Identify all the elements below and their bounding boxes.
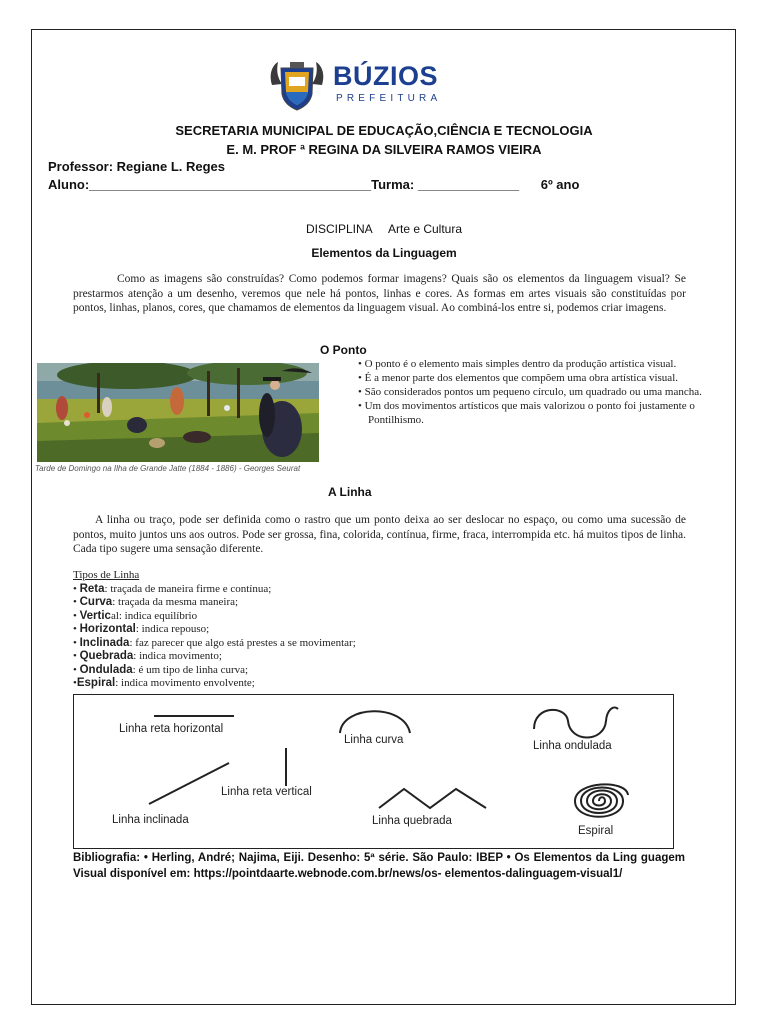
label-inclinada: Linha inclinada [112, 814, 189, 826]
label-vertical: Linha reta vertical [221, 786, 312, 798]
header-line-1: SECRETARIA MUNICIPAL DE EDUCAÇÃO,CIÊNCIA E TECNOLOGIA [175, 123, 593, 138]
discipline-line: DISCIPLINA Arte e Cultura [305, 222, 463, 236]
spiral-shape [575, 784, 628, 816]
tipo-item: • Vertical: indica equilíbrio [73, 609, 198, 622]
line-types-diagram [73, 694, 674, 849]
seurat-painting-image [37, 363, 319, 462]
label-espiral: Espiral [578, 825, 614, 837]
ponto-bullet-list [358, 357, 708, 427]
logo-subtitle: PREFEITURA [336, 93, 442, 104]
tipo-item: • Ondulada: é um tipo de linha curva; [73, 663, 249, 676]
label-quebrada: Linha quebrada [372, 815, 452, 827]
broken-line-shape [379, 789, 486, 808]
tipo-item: • Inclinada: faz parecer que algo está prestes a se movimentar; [73, 636, 356, 649]
tipo-item: •Espiral: indica movimento envolvente; [73, 677, 255, 689]
ponto-bullet: • Um dos movimentos artísticos que mais valorizou o ponto foi justamente o Pontilhismo. [358, 400, 695, 426]
header-line-2: E. M. PROF ª REGINA DA SILVEIRA RAMOS VIEIRA [226, 142, 542, 157]
student-line: Aluno:_______________________________________Turma: ______________ 6º ano [48, 177, 580, 192]
page-title: Elementos da Linguagem [311, 246, 457, 260]
professor-line: Professor: Regiane L. Reges [48, 159, 225, 174]
logo-name: BÚZIOS [333, 61, 439, 91]
tipo-item: • Curva: traçada da mesma maneira; [73, 596, 239, 608]
tipo-item: • Horizontal: indica repouso; [73, 623, 210, 635]
inclined-line-shape [149, 763, 229, 804]
ponto-bullet: • São considerados pontos um pequeno círculo, um quadrado ou uma mancha. [358, 386, 702, 398]
ponto-bullet: • O ponto é o elemento mais simples dentro da produção artística visual. [358, 358, 677, 370]
ponto-bullet: • É a menor parte dos elementos que compõem uma obra artística visual. [358, 372, 678, 384]
ponto-heading: O Ponto [320, 343, 367, 357]
linha-heading: A Linha [328, 485, 372, 499]
linha-paragraph: A linha ou traço, pode ser definida como o rastro que um ponto deixa ao ser deslocar no espaço, ou como uma sucessão de pontos, muito juntos uns aos outros. Pode ser grossa, fina, colorida, contínua, firme, fraca, interrompida etc. há muitos tipos de linha. Cada tipo sugere uma sensação diferente. [73, 514, 686, 555]
bibliography: Bibliografia: • Herling, André; Najima, Eiji. Desenho: 5ª série. São Paulo: IBEP • Os Elementos da Ling guagem Visual disponível em: https://pointdaarte.webnode.com.br/news/os- elementos-dalinguagem-visual1/ [73, 852, 685, 880]
wavy-line-shape [534, 708, 618, 738]
label-ondulada: Linha ondulada [533, 740, 612, 752]
tipo-item: • Quebrada: indica movimento; [73, 650, 222, 662]
tipos-heading: Tipos de Linha [73, 569, 140, 581]
label-horizontal: Linha reta horizontal [119, 723, 224, 735]
intro-paragraph: Como as imagens são construídas? Como podemos formar imagens? Quais são os elementos da linguagem visual? Se prestarmos atenção a um desenho, veremos que nele há pontos, linhas e cores. As formas em artes visuais são constituídas por pontos, linhas, planos, cores, que chamamos de elementos da linguagem visual. Ao combiná-los entre si, podemos criar imagens. [73, 273, 686, 314]
tipo-item: • Reta: traçada de maneira firme e contínua; [73, 582, 272, 595]
tipos-list [73, 569, 356, 691]
label-curva: Linha curva [344, 734, 404, 746]
painting-caption: Tarde de Domingo na Ilha de Grande Jatte (1884 - 1886) - Georges Seurat [35, 464, 301, 473]
curve-line-shape [340, 711, 410, 733]
